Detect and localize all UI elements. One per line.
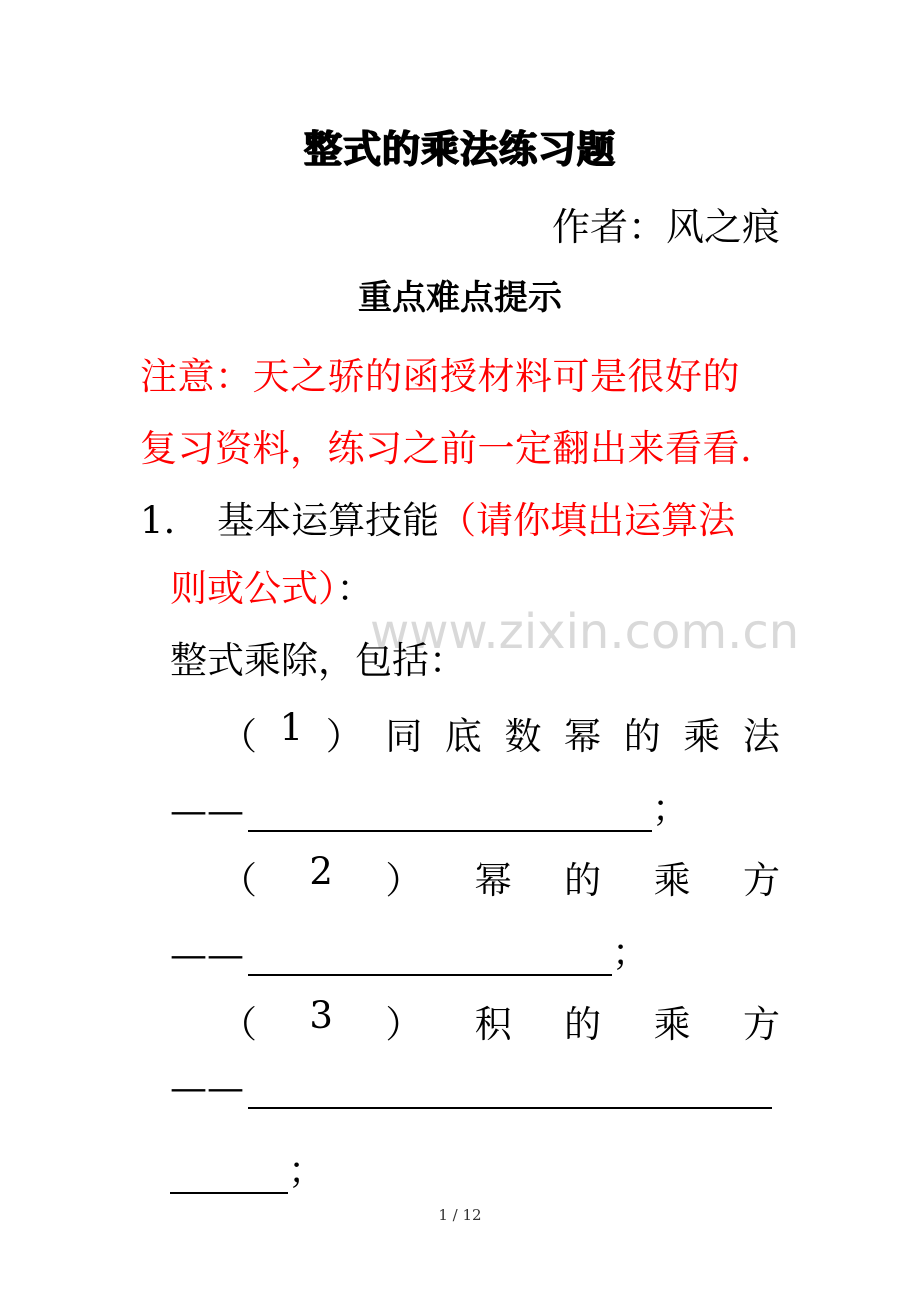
- question-1-line-2: [170, 558, 374, 612]
- question-text: 基本运算技能: [217, 499, 440, 542]
- item-char: （: [220, 859, 257, 902]
- question-hint-part-2: 则或公式）: [170, 567, 337, 610]
- item-2-label: [220, 850, 780, 904]
- item-char: 同: [385, 715, 423, 758]
- item-char: 方: [742, 859, 780, 902]
- item-char: 的: [564, 859, 602, 902]
- dash: ——: [170, 1066, 244, 1109]
- item-3-label: [220, 994, 780, 1048]
- answer-blank[interactable]: [248, 800, 652, 832]
- line-end: ；: [612, 931, 649, 974]
- item-char: 积: [474, 1003, 512, 1046]
- question-hint-part-1: （请你填出运算法: [439, 499, 736, 542]
- item-char: 3: [309, 994, 333, 1037]
- answer-blank[interactable]: [248, 1077, 772, 1109]
- item-char: 2: [309, 850, 333, 893]
- item-char: （: [220, 1003, 257, 1046]
- question-number: 1.: [140, 499, 176, 542]
- item-char: 的: [623, 715, 661, 758]
- item-char: 底: [444, 715, 482, 758]
- item-3-answer-line-continued: [170, 1140, 325, 1194]
- item-char: 1: [279, 706, 304, 749]
- question-1-line-1: [140, 490, 735, 544]
- item-char: 的: [564, 1003, 602, 1046]
- intro-line: 整式乘除，包括：: [170, 639, 466, 682]
- dash: ——: [170, 789, 244, 832]
- item-3-answer-line: [170, 1066, 772, 1109]
- item-1-answer-line: [170, 778, 689, 832]
- item-char: 法: [742, 715, 780, 758]
- item-char: （: [220, 715, 257, 758]
- item-char: 数: [504, 715, 542, 758]
- answer-blank[interactable]: [248, 944, 612, 976]
- line-end: ；: [652, 787, 689, 830]
- item-char: 幂: [564, 715, 602, 758]
- item-char: 乘: [653, 1003, 691, 1046]
- item-char: 幂: [474, 859, 512, 902]
- line-end: ；: [288, 1149, 325, 1192]
- note-line-1: 注意：天之骄的函授材料可是很好的: [140, 355, 740, 398]
- page-number: 1 / 12: [438, 1206, 482, 1224]
- watermark: www.zixin.com.cn: [370, 604, 800, 660]
- item-char: 乘: [653, 859, 691, 902]
- item-1-label: [220, 706, 780, 760]
- item-char: ）: [325, 715, 363, 758]
- question-colon: ：: [336, 567, 374, 610]
- dash: ——: [170, 933, 244, 976]
- author-line: 作者：风之痕: [551, 205, 780, 249]
- item-char: ）: [385, 1003, 423, 1046]
- section-heading: 重点难点提示: [358, 278, 562, 318]
- document-title: 整式的乘法练习题: [303, 127, 616, 171]
- item-char: 方: [742, 1003, 780, 1046]
- note-line-2: 复习资料，练习之前一定翻出来看看.: [140, 427, 753, 470]
- item-char: 乘: [683, 715, 721, 758]
- item-2-answer-line: [170, 922, 649, 976]
- item-char: ）: [385, 859, 423, 902]
- answer-blank[interactable]: [170, 1162, 288, 1194]
